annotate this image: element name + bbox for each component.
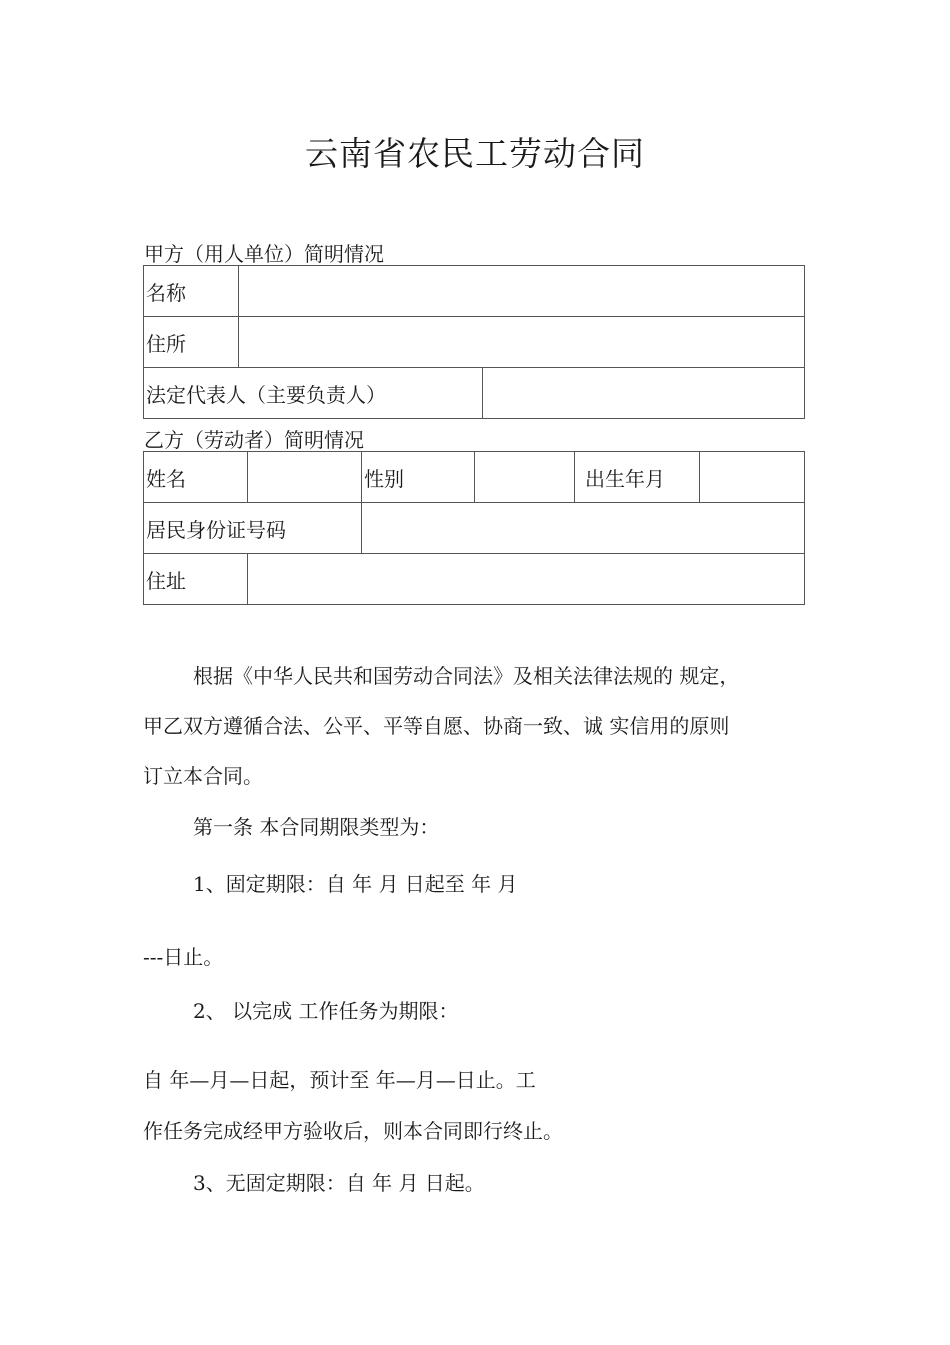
party-a-table	[143, 265, 805, 419]
document-title: 云南省农民工劳动合同	[305, 134, 645, 173]
table-row	[144, 452, 805, 503]
intro-line-1: 根据《中华人民共和国劳动合同法》及相关法律法规的 规定，	[193, 664, 740, 688]
party-b-heading: 乙方（劳动者）简明情况	[144, 428, 364, 452]
worker-address-field[interactable]	[248, 554, 805, 605]
worker-address-label: 住址	[144, 554, 248, 605]
table-row	[144, 554, 805, 605]
id-number-field[interactable]	[362, 503, 805, 554]
term-option-open-ended: 3、无固定期限：自 年 月 日起。	[193, 1171, 485, 1195]
birth-date-field[interactable]	[700, 452, 805, 503]
name-field[interactable]	[239, 266, 805, 317]
term-option-fixed-end: ---日止。	[143, 945, 224, 969]
term-option-task-line-1: 自 年—月—日起，预计至 年—月—日止。工	[143, 1068, 536, 1092]
table-row	[144, 317, 805, 368]
party-b-table	[143, 451, 805, 605]
table-row	[144, 266, 805, 317]
birth-date-label: 出生年月	[575, 452, 700, 503]
worker-name-field[interactable]	[248, 452, 362, 503]
gender-label: 性别	[362, 452, 475, 503]
intro-line-3: 订立本合同。	[143, 764, 263, 788]
term-option-fixed: 1、固定期限：自 年 月 日起至 年 月	[193, 872, 518, 896]
table-row	[144, 368, 805, 419]
party-a-heading: 甲方（用人单位）简明情况	[144, 242, 384, 266]
id-number-label: 居民身份证号码	[144, 503, 362, 554]
gender-field[interactable]	[475, 452, 575, 503]
table-row	[144, 503, 805, 554]
name-label: 名称	[144, 266, 239, 317]
legal-rep-field[interactable]	[483, 368, 805, 419]
worker-name-label: 姓名	[144, 452, 248, 503]
article-1-heading: 第一条 本合同期限类型为：	[193, 815, 440, 839]
legal-rep-label: 法定代表人（主要负责人）	[144, 368, 483, 419]
term-option-task-line-2: 作任务完成经甲方验收后，则本合同即行终止。	[143, 1119, 563, 1143]
address-field[interactable]	[239, 317, 805, 368]
intro-line-2: 甲乙双方遵循合法、公平、平等自愿、协商一致、诚 实信用的原则	[143, 714, 730, 738]
term-option-task: 2、 以完成 工作任务为期限：	[193, 999, 459, 1023]
address-label: 住所	[144, 317, 239, 368]
